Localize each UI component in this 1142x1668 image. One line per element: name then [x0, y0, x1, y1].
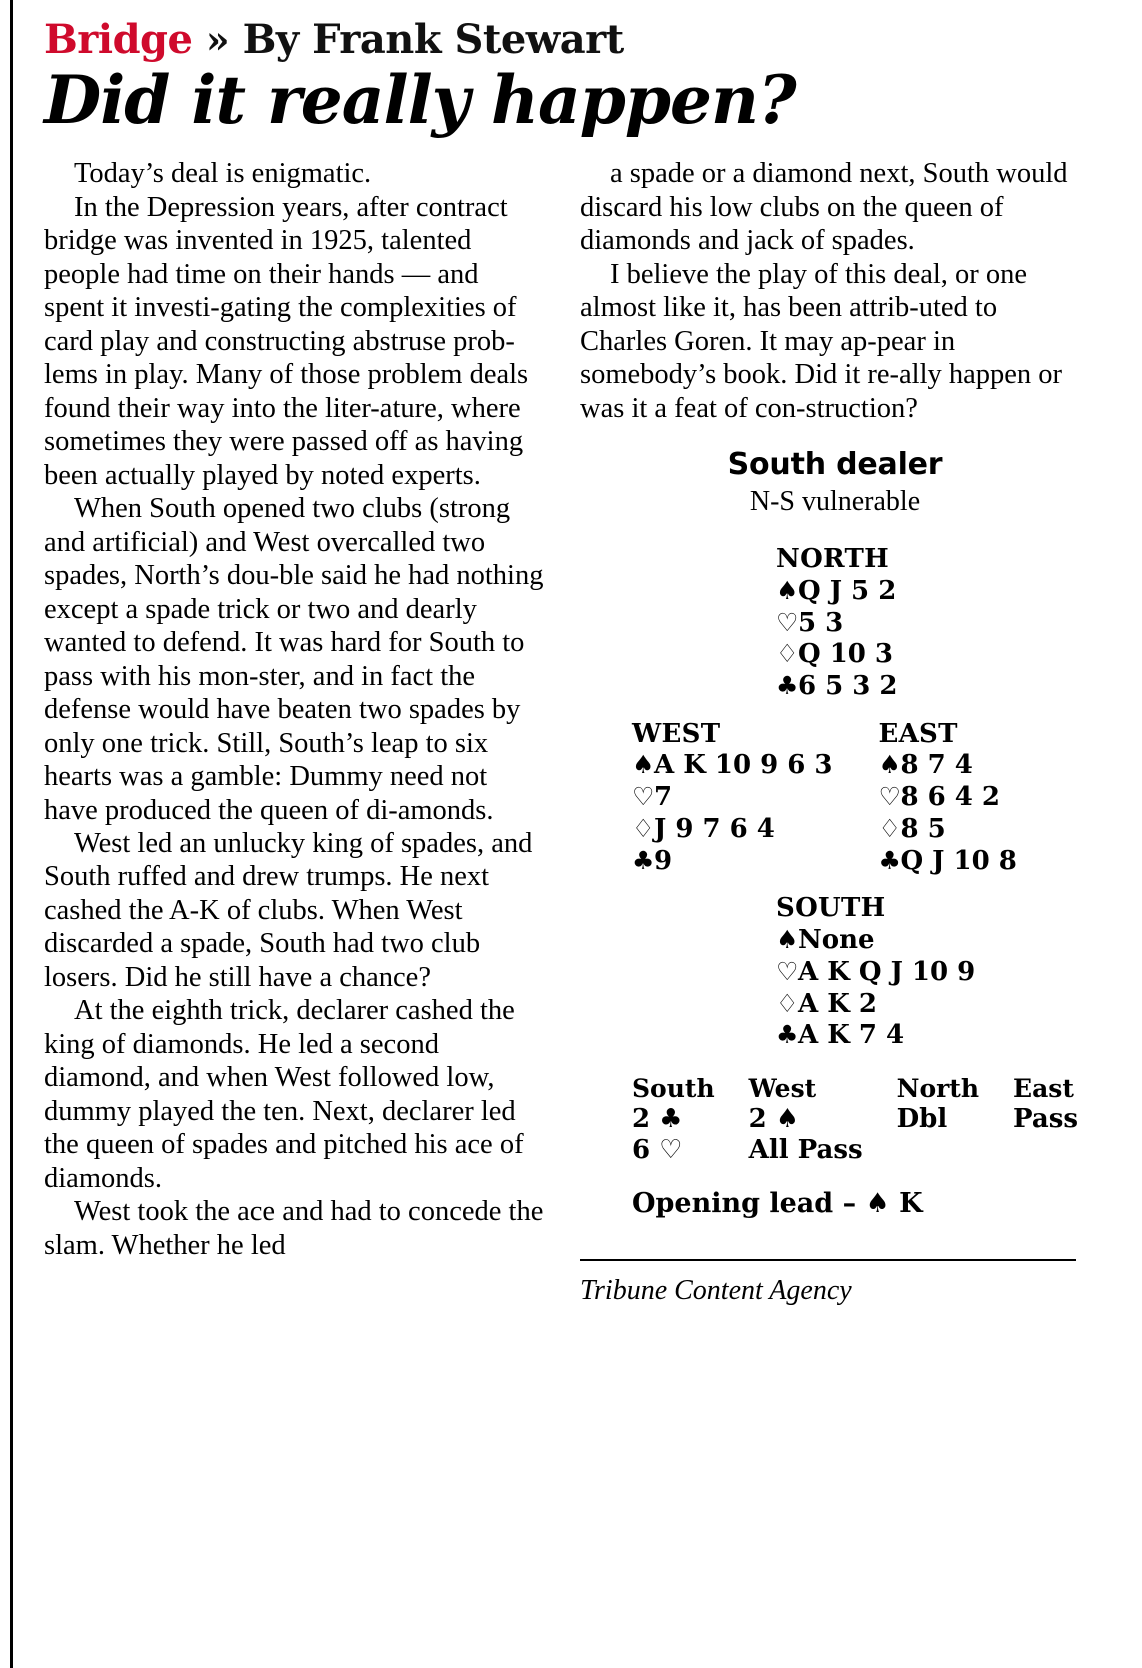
west-diamonds: [632, 814, 878, 846]
west-hearts: [632, 782, 878, 814]
hand-north: [580, 544, 1090, 703]
deal-vulnerability: N-S vulnerable: [749, 486, 921, 518]
auction-cell: 2 ♠: [748, 1103, 800, 1134]
heart-icon: ♡: [878, 782, 901, 812]
spade-icon: ♠: [632, 750, 655, 780]
right-column-text: [580, 157, 1090, 425]
heart-icon: ♡: [776, 956, 799, 986]
east-spades-cards: 8 7 4: [900, 750, 973, 781]
south-diamonds: [776, 989, 1090, 1021]
auction-cell: All Pass: [748, 1134, 863, 1165]
auction-header-east: East: [1013, 1073, 1074, 1103]
deal-diagram: [580, 447, 1090, 1219]
paragraph: West took the ace and had to concede the slam. Whether he led: [44, 1196, 544, 1261]
heart-icon: ♡: [632, 782, 655, 812]
masthead: [44, 18, 1102, 62]
west-spades-cards: A K 10 9 6 3: [654, 750, 833, 781]
paragraph: I believe the play of this deal, or one almost like it, has been attrib-uted to Charles Goren. It may ap-pear in somebody’s book. Did it re-ally happen or was it a feat of con-struction?: [580, 258, 1063, 424]
page-title: Did it really happen?: [44, 61, 796, 139]
south-spades-cards: None: [798, 925, 875, 956]
left-column: [44, 157, 544, 1307]
club-icon: ♣: [632, 845, 655, 875]
north-spades-cards: Q J 5 2: [798, 575, 897, 606]
hand-west: [580, 719, 878, 878]
north-diamonds: [776, 639, 1090, 671]
club-icon: ♣: [878, 845, 901, 875]
paragraph: In the Depression years, after contract bridge was invented in 1925, talented people had time on their hands — and spent it investi-gating the complexities of card play and constructing abstruse prob-lems in play. Many of those problem deals found their way into the liter-ature, where sometimes they were passed off as having been actually played by noted experts.: [44, 191, 529, 491]
auction-cell: [897, 1135, 1013, 1166]
auction-cell: 6 ♡: [632, 1134, 683, 1165]
hands-west-east: [580, 719, 1090, 878]
club-icon: ♣: [776, 671, 799, 701]
divider: [580, 1259, 1076, 1261]
right-column: [580, 157, 1090, 1307]
auction-cell: [1013, 1135, 1112, 1166]
south-diamonds-cards: A K 2: [798, 988, 877, 1019]
south-clubs-cards: A K 7 4: [798, 1020, 905, 1051]
auction-cell: 2 ♣: [632, 1103, 683, 1134]
auction-header-west: West: [748, 1073, 817, 1103]
spade-icon: ♠: [878, 750, 901, 780]
paragraph: When South opened two clubs (strong and artificial) and West overcalled two spades, North’s dou-ble said he had nothing except a spade trick or two and dearly wanted to defend. It was hard for South to pass with his mon-ster, and in fact the defense would have beaten two spades by only one trick. Still, South’s leap to six hearts was a gamble: Dummy need not have produced the queen of di-amonds.: [44, 493, 544, 826]
auction-header-south: South: [632, 1073, 715, 1103]
diamond-icon: ♢: [776, 988, 799, 1018]
paragraph: Today’s deal is enigmatic.: [74, 158, 372, 190]
opening-lead: Opening lead – ♠ K: [632, 1187, 923, 1219]
east-spades: [878, 750, 1090, 782]
paragraph: a spade or a diamond next, South would discard his low clubs on the queen of diamonds and jack of spades.: [580, 158, 1068, 257]
hand-south: [580, 893, 1090, 1052]
diamond-icon: ♢: [776, 639, 799, 669]
north-diamonds-cards: Q 10 3: [798, 639, 894, 670]
club-icon: ♣: [776, 1020, 799, 1050]
spade-icon: ♠: [776, 575, 799, 605]
author-byline: By Frank Stewart: [242, 16, 624, 63]
east-hearts: [878, 782, 1090, 814]
west-clubs-cards: 9: [654, 845, 673, 876]
west-spades: [632, 750, 878, 782]
hand-label-south: SOUTH: [776, 893, 886, 924]
chevron-icon: »: [205, 17, 230, 62]
east-clubs-cards: Q J 10 8: [900, 845, 1017, 876]
east-diamonds: [878, 814, 1090, 846]
hand-east: [878, 719, 1090, 878]
auction-cell: Dbl: [896, 1103, 948, 1134]
diamond-icon: ♢: [878, 813, 901, 843]
east-hearts-cards: 8 6 4 2: [900, 782, 1000, 813]
west-hearts-cards: 7: [654, 782, 673, 813]
north-clubs-cards: 6 5 3 2: [798, 671, 898, 702]
hand-label-north: NORTH: [776, 544, 889, 575]
south-clubs: [776, 1020, 1090, 1052]
column-kicker: Bridge: [44, 16, 193, 63]
south-spades: [776, 925, 1090, 957]
auction-table: [580, 1074, 1090, 1166]
east-clubs: [878, 846, 1090, 878]
auction-cell: Pass: [1013, 1103, 1078, 1134]
auction-header-north: North: [896, 1073, 980, 1103]
north-clubs: [776, 671, 1090, 703]
north-spades: [776, 576, 1090, 608]
heart-icon: ♡: [776, 607, 799, 637]
paragraph: At the eighth trick, declarer cashed the king of diamonds. He led a second diamond, and when West followed low, dummy played the ten. Next, declarer led the queen of spades and pitched his ace of diamonds.: [44, 995, 524, 1194]
table-row: [632, 1104, 1112, 1135]
article-columns: [30, 157, 1102, 1307]
north-hearts-cards: 5 3: [798, 607, 844, 638]
deal-dealer: South dealer: [727, 447, 943, 483]
south-hearts-cards: A K Q J 10 9: [798, 956, 976, 987]
auction-header-row: [632, 1074, 1112, 1104]
diamond-icon: ♢: [632, 813, 655, 843]
west-diamonds-cards: J 9 7 6 4: [654, 813, 775, 844]
south-hearts: [776, 957, 1090, 989]
hand-label-west: WEST: [632, 718, 721, 749]
hand-label-east: EAST: [878, 718, 958, 749]
paragraph: West led an unlucky king of spades, and South ruffed and drew trumps. He next cashed the A-K of clubs. When West discarded a spade, South had two club losers. Did he still have a chance?: [44, 827, 533, 993]
table-row: [632, 1135, 1112, 1166]
north-hearts: [776, 608, 1090, 640]
spade-icon: ♠: [776, 925, 799, 955]
east-diamonds-cards: 8 5: [900, 813, 946, 844]
left-vertical-rule: [10, 0, 13, 1668]
west-clubs: [632, 846, 878, 878]
syndicate-credit: Tribune Content Agency: [580, 1274, 852, 1306]
